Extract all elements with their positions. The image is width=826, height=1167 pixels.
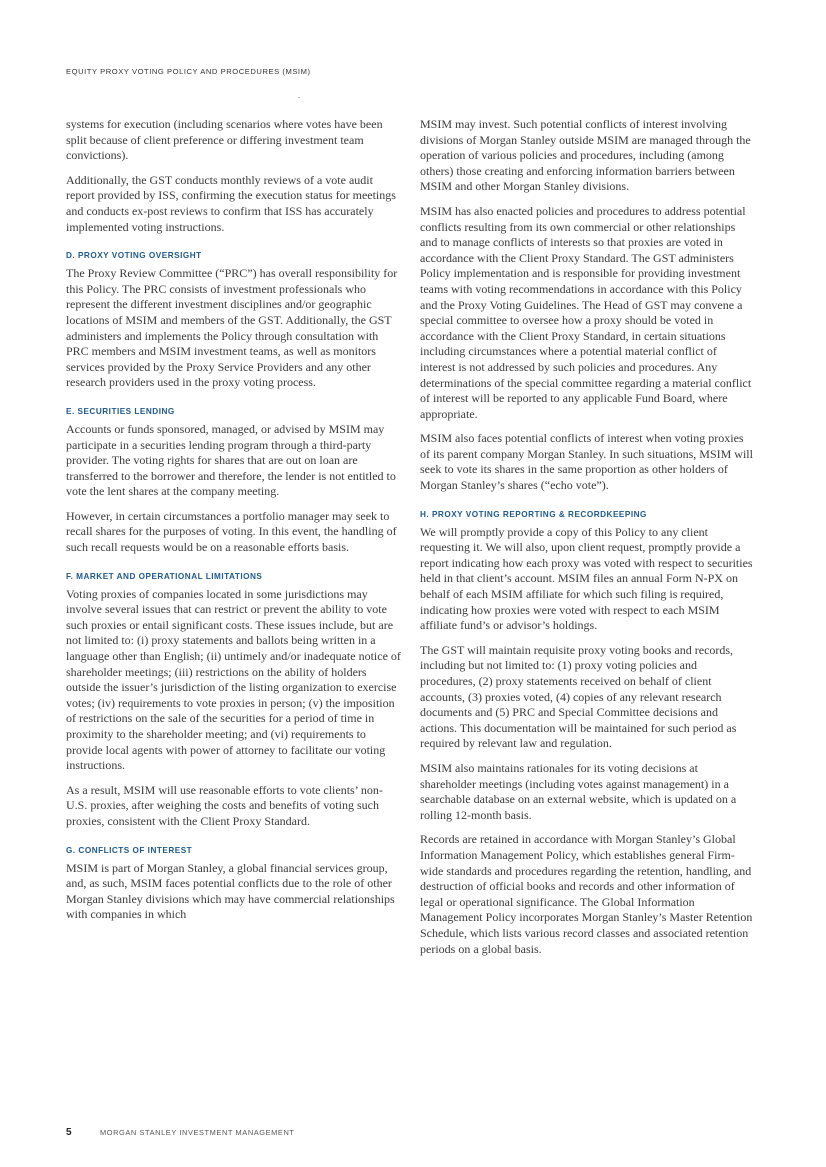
- paragraph: Additionally, the GST conducts monthly reviews of a vote audit report provided by ISS, confirming the execution status for meetings and conducts ex-post reviews to confirm that ISS has accurately implemented voting instructions.: [66, 172, 396, 234]
- paragraph: However, in certain circumstances a portfolio manager may seek to recall shares for the purposes of voting. In this event, the handling of such recall requests would be on a reasonable efforts basis.: [66, 508, 397, 555]
- section-heading-h: H. PROXY VOTING REPORTING & RECORDKEEPING: [420, 509, 647, 519]
- left-column: [66, 117, 401, 932]
- paragraph: MSIM has also enacted policies and procedures to address potential conflicts resulting from its own commercial or other relationships and to manage conflicts of interests so that proxies are voted in accordance with the Client Proxy Standard. The GST administers Policy implementation and is responsible for providing investment teams with voting recommendations in accordance with this Policy and the Proxy Voting Guidelines. The Head of GST may convene a special committee to oversee how a proxy should be voted in accordance with the Client Proxy Standard, in certain situations including circumstances where a potential material conflict of interest is not addressed by such policies and procedures. Any determinations of the special committee regarding a material conflict of interest will be reported to any applicable Fund Board, where appropriate.: [420, 203, 752, 421]
- paragraph: MSIM also maintains rationales for its voting decisions at shareholder meetings (including votes against management) in a searchable database on an external website, which is updated on a rolling 12-month basis.: [420, 760, 737, 822]
- footer-text: MORGAN STANLEY INVESTMENT MANAGEMENT: [100, 1128, 295, 1137]
- page-footer: [66, 1122, 295, 1140]
- section-heading-d: D. PROXY VOTING OVERSIGHT: [66, 251, 202, 261]
- paragraph: The GST will maintain requisite proxy voting books and records, including but not limited to: (1) proxy voting policies and procedures, (2) proxy statements received on behalf of client accounts, (3) proxies voted, (4) copies of any relevant research documents and (5) PRC and Special Committee decisions and actions. This documentation will be maintained for such period as required by relevant law and regulation.: [420, 642, 737, 751]
- section-heading-g: G. CONFLICTS OF INTEREST: [66, 845, 193, 855]
- paragraph: MSIM is part of Morgan Stanley, a global financial services group, and, as such, MSIM faces potential conflicts due to the role of other Morgan Stanley divisions which may have commercial relationships with companies in which: [66, 860, 395, 922]
- section-heading-e: E. SECURITIES LENDING: [66, 406, 175, 416]
- paragraph: Records are retained in accordance with Morgan Stanley’s Global Information Management Policy, which establishes general Firm-wide standards and procedures regarding the retention, handling, and destruction of official books and records and other information of legal or operational significance. The Global Information Management Policy incorporates Morgan Stanley’s Master Retention Schedule, which lists various record classes and associated retention periods on a global basis.: [420, 832, 753, 956]
- paragraph: As a result, MSIM will use reasonable efforts to vote clients’ non-U.S. proxies, after weighing the costs and benefits of voting such proxies, consistent with the Client Proxy Standard.: [66, 782, 383, 828]
- page-number: 5: [66, 1127, 72, 1138]
- header-dot: .: [298, 91, 300, 100]
- paragraph: MSIM may invest. Such potential conflicts of interest involving divisions of Morgan Stanley outside MSIM are managed through the operation of various policies and procedures, including (among others) those creating and enforcing information barriers between MSIM and other Morgan Stanley divisions.: [420, 117, 751, 194]
- paragraph: MSIM also faces potential conflicts of interest when voting proxies of its parent company Morgan Stanley. In such situations, MSIM will seek to vote its shares in the same proportion as other holders of Morgan Stanley’s shares (“echo vote”).: [420, 431, 753, 493]
- paragraph: Voting proxies of companies located in some jurisdictions may involve several issues that can restrict or prevent the ability to vote such proxies or entail significant costs. These issues include, but are not limited to: (i) proxy statements and ballots being written in a language other than English; (ii) untimely and/or inadequate notice of shareholder meetings; (iii) restrictions on the ability of holders outside the issuer’s jurisdiction of the listing organization to exercise votes; (iv) requirements to vote proxies in person; (v) the imposition of restrictions on the sale of the securities for a period of time in proximity to the shareholder meeting; and (vi) requirements to provide local agents with power of attorney to facilitate our voting instructions.: [66, 586, 401, 773]
- section-heading-f: F. MARKET AND OPERATIONAL LIMITATIONS: [66, 571, 263, 581]
- paragraph: The Proxy Review Committee (“PRC”) has overall responsibility for this Policy. The PRC consists of investment professionals who represent the different investment disciplines and/or geographic locations of MSIM and members of the GST. Additionally, the GST administers and implements the Policy through consultation with PRC members and MSIM investment teams, as well as monitors services provided by the Proxy Service Providers and any other research providers used in the proxy voting process.: [66, 266, 398, 390]
- paragraph: systems for execution (including scenarios where votes have been split because of client preference or differing investment team convictions).: [66, 117, 383, 163]
- running-header: EQUITY PROXY VOTING POLICY AND PROCEDURES (MSIM): [66, 67, 311, 76]
- paragraph: We will promptly provide a copy of this Policy to any client requesting it. We will also, upon client request, promptly provide a report indicating how each proxy was voted with respect to securities held in that client’s account. MSIM files an annual Form N-PX on behalf of each MSIM affiliate for which such filing is required, indicating how proxies were voted with respect to each MSIM affiliate fund’s or advisor’s holdings.: [420, 524, 753, 633]
- paragraph: Accounts or funds sponsored, managed, or advised by MSIM may participate in a securities lending program through a third-party provider. The voting rights for shares that are out on loan are transferred to the borrower and therefore, the lender is not entitled to vote the lent shares at the company meeting.: [66, 421, 396, 499]
- right-column: [420, 117, 755, 966]
